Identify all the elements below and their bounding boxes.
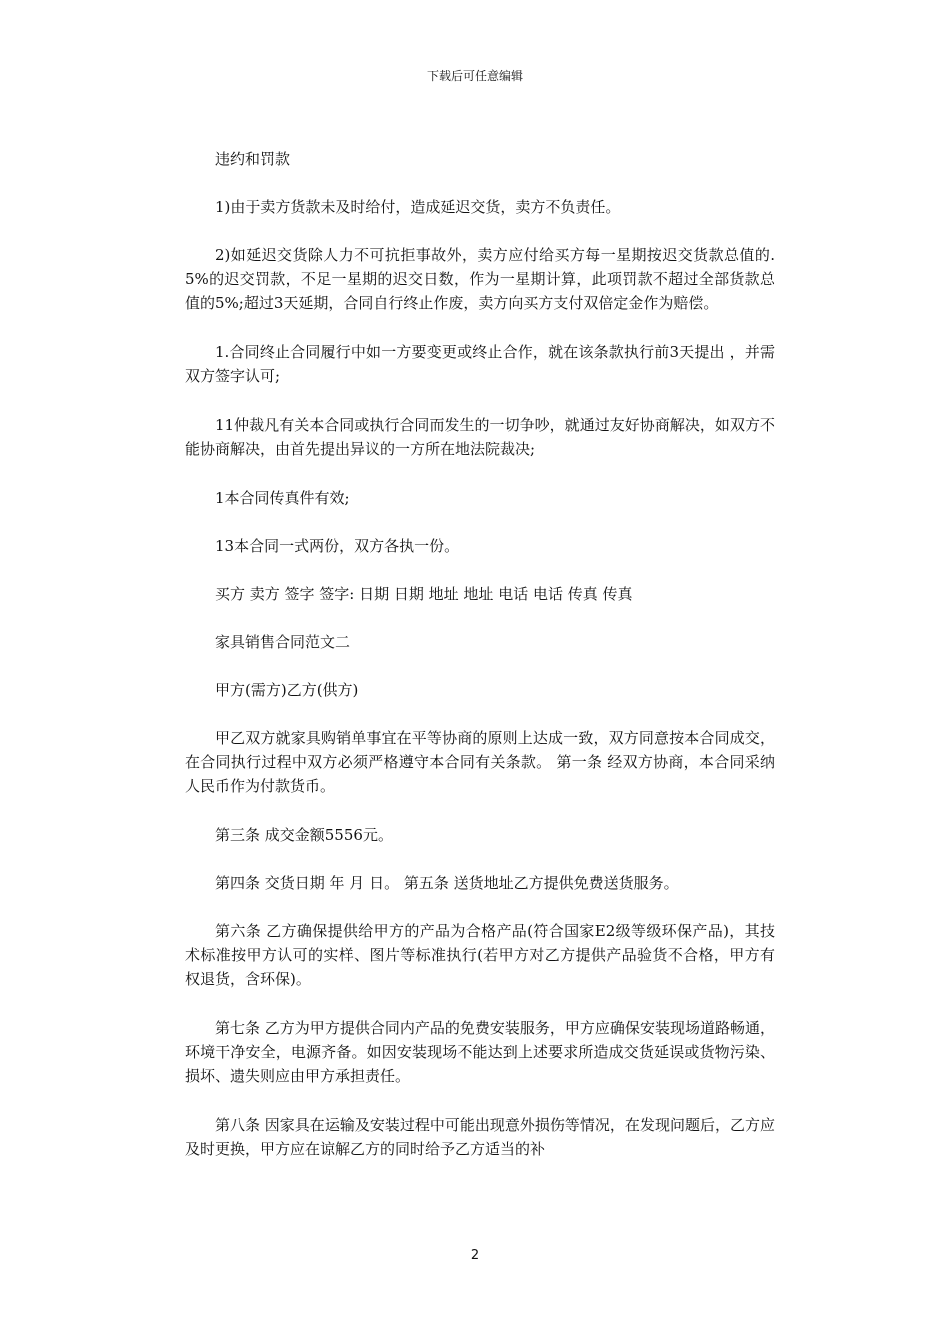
page-header: 下载后可任意编辑 (426, 69, 523, 83)
paragraph-copies: 13本合同一式两份，双方各执一份。 (215, 537, 460, 555)
paragraph-article-4-5: 第四条 交货日期 年 月 日。 第五条 送货地址乙方提供免费送货服务。 (215, 874, 679, 892)
parties-line: 甲方(需方)乙方(供方) (215, 681, 359, 699)
paragraph-agreement-intro: 甲乙双方就家具购销单事宜在平等协商的原则上达成一致，双方同意按本合同成交，在合同执行过程中双方必须严格遵守本合同有关条款。 第一条 经双方协商，本合同采纳人民币作为付款货币。 (185, 729, 775, 795)
page-number: 2 (470, 1248, 480, 1263)
section-title-sample-two: 家具销售合同范文二 (215, 633, 351, 651)
paragraph-termination: 1.合同终止合同履行中如一方要变更或终止合作，就在该条款执行前3天提出 ，并需双方签字认可; (185, 343, 775, 385)
section-heading-breach: 违约和罚款 (215, 150, 291, 168)
paragraph-fax-validity: 1本合同传真件有效; (215, 489, 350, 507)
paragraph-article-8: 第八条 因家具在运输及安装过程中可能出现意外损伤等情况，在发现问题后，乙方应及时更换，甲方应在谅解乙方的同时给予乙方适当的补 (185, 1116, 775, 1158)
signature-line: 买方 卖方 签字 签字: 日期 日期 地址 地址 电话 电话 传真 传真 (215, 585, 633, 603)
paragraph-clause-1: 1)由于卖方货款未及时给付，造成延迟交货，卖方不负责任。 (215, 198, 621, 216)
paragraph-article-6: 第六条 乙方确保提供给甲方的产品为合格产品(符合国家E2级等级环保产品)，其技术标准按甲方认可的实样、图片等标准执行(若甲方对乙方提供产品验货不合格，甲方有权退货，含环保)。 (185, 922, 775, 988)
paragraph-article-3: 第三条 成交金额5556元。 (215, 826, 393, 844)
paragraph-arbitration: 11仲裁凡有关本合同或执行合同而发生的一切争吵，就通过友好协商解决，如双方不能协商解决，由首先提出异议的一方所在地法院裁决; (185, 416, 775, 458)
document-body (185, 147, 775, 1186)
paragraph-clause-2: 2)如延迟交货除人力不可抗拒事故外，卖方应付给买方每一星期按迟交货款总值的.5%的迟交罚款，不足一星期的迟交日数，作为一星期计算，此项罚款不超过全部货款总值的5%;超过3天延期，合同自行终止作废，卖方向买方支付双倍定金作为赔偿。 (185, 246, 775, 312)
paragraph-article-7: 第七条 乙方为甲方提供合同内产品的免费安装服务，甲方应确保安装现场道路畅通，环境干净安全，电源齐备。如因安装现场不能达到上述要求所造成交货延误或货物污染、损坏、遗失则应由甲方承担责任。 (185, 1019, 775, 1085)
